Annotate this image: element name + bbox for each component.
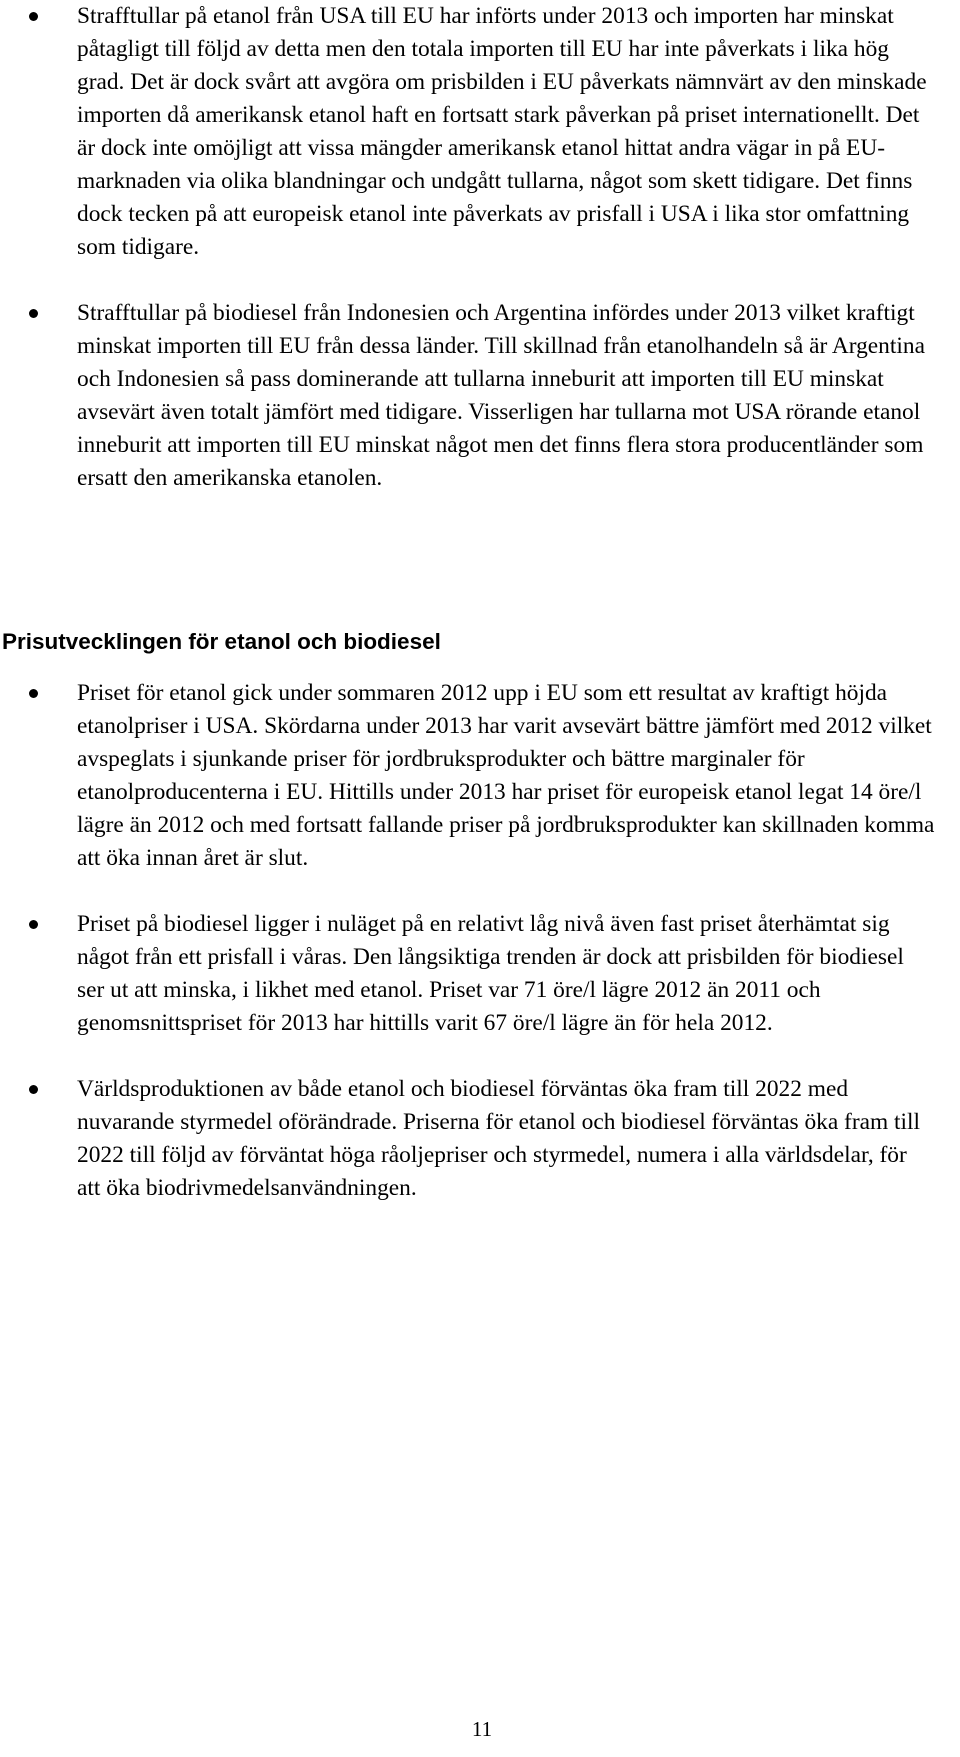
bullet-icon	[29, 12, 38, 21]
paragraph-world-production: Världsproduktionen av både etanol och biodiesel förväntas öka fram till 2022 med nuvarande styrmedel oförändrade. Priserna för etanol och biodiesel förväntas öka fram till 2022 till följd av förväntat höga råoljepriser och styrmedel, numera i alla världsdelar, för att öka biodrivmedelsanvändningen.	[77, 1076, 921, 1201]
paragraph-biodiesel-price: Priset på biodiesel ligger i nuläget på en relativt låg nivå även fast priset återhämtat sig något från ett prisfall i våras. Den långsiktiga trenden är dock att prisbilden för biodiesel ser ut att minska, i likhet med etanol. Priset var 71 öre/l lägre 2012 än 2011 och genomsnittspriset för 2013 har hittills varit 67 öre/l lägre än för hela 2012.	[77, 911, 904, 1036]
list-item	[0, 1073, 960, 1205]
bullet-list-imports	[0, 0, 960, 495]
bullet-icon	[29, 920, 38, 929]
bullet-icon	[29, 1085, 38, 1094]
list-item	[0, 297, 960, 495]
paragraph-ethanol-price: Priset för etanol gick under sommaren 2012 upp i EU som ett resultat av kraftigt höjda etanolpriser i USA. Skördarna under 2013 har varit avsevärt bättre jämfört med 2012 vilket avspeglats i sjunkande priser för jordbruksprodukter och bättre marginaler för etanolproducenterna i EU. Hittills under 2013 har priset för europeisk etanol legat 14 öre/l lägre än 2012 och med fortsatt fallande priser på jordbruksprodukter kan skillnaden komma att öka innan året är slut.	[77, 680, 935, 871]
list-item	[0, 908, 960, 1040]
section-heading: Prisutvecklingen för etanol och biodiesel	[2, 629, 441, 654]
list-item	[0, 677, 960, 875]
bullet-icon	[29, 309, 38, 318]
bullet-list-prices	[0, 677, 960, 1205]
list-item	[0, 0, 960, 264]
paragraph-biodiesel-tariffs: Strafftullar på biodiesel från Indonesien och Argentina infördes under 2013 vilket kraftigt minskat importen till EU från dessa länder. Till skillnad från etanolhandeln så är Argentina och Indonesien så pass dominerande att tullarna inneburit att importen till EU minskat avsevärt även totalt jämfört med tidigare. Visserligen har tullarna mot USA rörande etanol inneburit att importen till EU minskat något men det finns flera stora producentländer som ersatt den amerikanska etanolen.	[77, 300, 925, 491]
paragraph-ethanol-tariffs: Strafftullar på etanol från USA till EU har införts under 2013 och importen har minskat påtagligt till följd av detta men den totala importen till EU har inte påverkats i lika hög grad. Det är dock svårt att avgöra om prisbilden i EU påverkats nämnvärt av den minskade importen då amerikansk etanol haft en fortsatt stark påverkan på priset internationellt. Det är dock inte omöjligt att vissa mängder amerikansk etanol hittat andra vägar in på EU-marknaden via olika blandningar och undgått tullarna, något som skett tidigare. Det finns dock tecken på att europeisk etanol inte påverkats av prisfall i USA i lika stor omfattning som tidigare.	[77, 3, 927, 260]
bullet-icon	[29, 689, 38, 698]
page-number: 11	[471, 1717, 493, 1741]
